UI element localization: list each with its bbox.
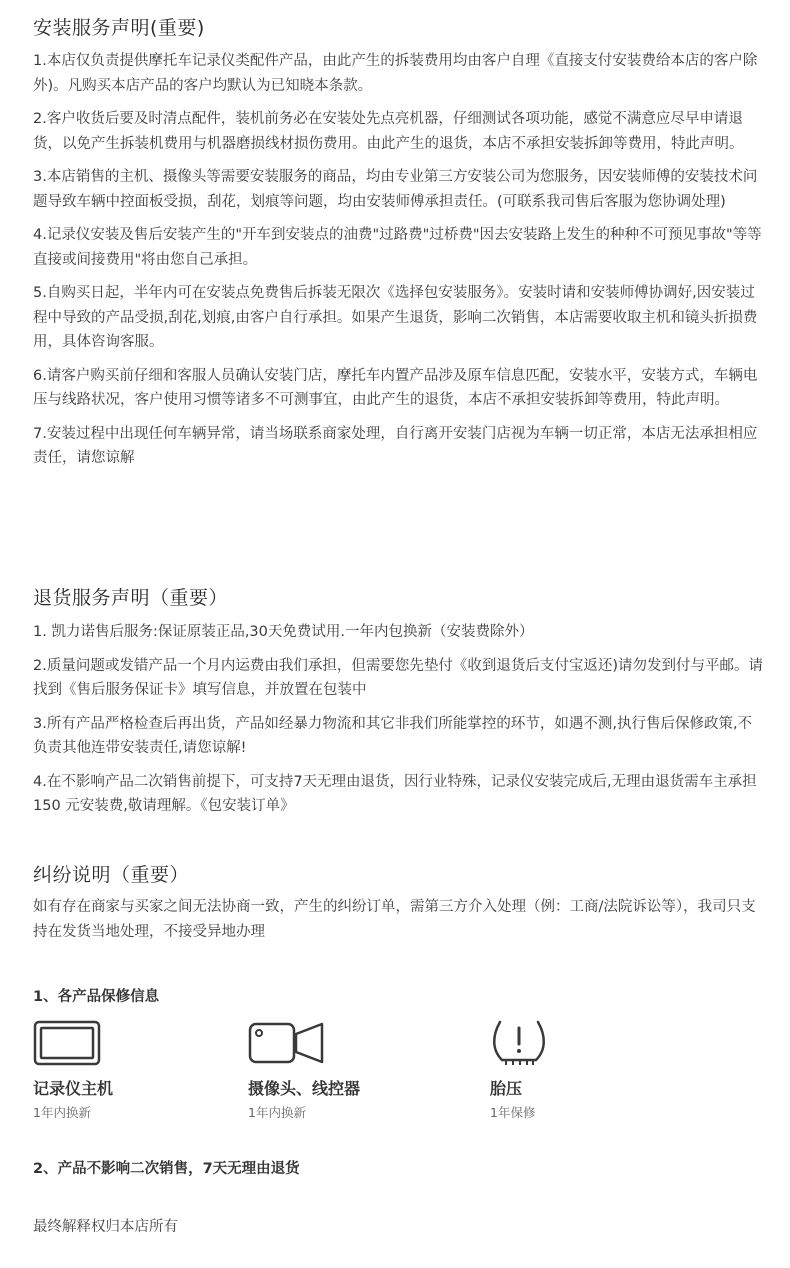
returns-term-2: 2.质量问题或发错产品一个月内运费由我们承担，但需要您先垫付《收到退货后支付宝返还)请勿发到付与平邮。请找到《售后服务保证卡》填写信息，并放置在包装中 (33, 657, 763, 698)
product-name: 记录仪主机 (33, 1079, 114, 1098)
install-term-5: 5.自购买日起，半年内可在安装点免费售后拆装无限次《选择包安装服务》。安装时请和安装师傅协调好,因安装过程中导致的产品受损,刮花,划痕,由客户自行承担。如果产生退货，影响二次销售，本店需要收取主机和镜头折损费用，具体咨询客服。 (33, 285, 758, 350)
camera-icon (248, 1018, 338, 1070)
warranty-heading: 1、各产品保修信息 (33, 989, 160, 1005)
install-term-1: 1.本店仅负责提供摩托车记录仪类配件产品，由此产生的拆装费用均由客户自理《直接支付安装费给本店的客户除外)。凡购买本店产品的客户均默认为已知晓本条款。 (33, 53, 758, 94)
install-section-title: 安装服务声明(重要) (33, 17, 205, 39)
returns-term-1: 1. 凯力诺售后服务:保证原装正品,30天免费试用.一年内包换新（安装费除外） (33, 624, 534, 640)
returns-term-4: 4.在不影响产品二次销售前提下，可支持7天无理由退货，因行业特殊，记录仪安装完成后,无理由退货需车主承担 150 元安装费,敬请理解。《包安装订单》 (33, 773, 757, 814)
product-camera (248, 1018, 360, 1121)
product-dashcam (33, 1018, 123, 1121)
install-term-4: 4.记录仪安装及售后安装产生的"开车到安装点的油费"过路费"过桥费"因去安装路上发生的种种不可预见事故"等等直接或间接费用"将由您自己承担。 (33, 227, 762, 268)
returns-terms-list (33, 620, 763, 828)
dispute-body: 如有存在商家与买家之间无法协商一致，产生的纠纷订单，需第三方介入处理（例：工商/法院诉讼等），我司只支持在发货当地处理，不接受异地办理 (33, 899, 756, 940)
return-policy-note: 2、产品不影响二次销售，7天无理由退货 (33, 1161, 300, 1177)
product-tire-pressure (490, 1018, 580, 1121)
install-term-7: 7.安装过程中出现任何车辆异常，请当场联系商家处理，自行离开安装门店视为车辆一切正常，本店无法承担相应责任，请您谅解 (33, 425, 758, 466)
returns-term-3: 3.所有产品严格检查后再出货，产品如经暴力物流和其它非我们所能掌控的环节，如遇不测,执行售后保修政策,不负责其他连带安装责任,请您谅解! (33, 715, 753, 756)
returns-section-title: 退货服务声明（重要） (33, 587, 229, 609)
install-term-6: 6.请客户购买前仔细和客服人员确认安装门店，摩托车内置产品涉及原车信息匹配，安装水平，安装方式，车辆电压与线路状况，客户使用习惯等诸多不可测事宜，由此产生的退货，本店不承担安装拆卸等费用，特此声明。 (33, 367, 758, 408)
product-warranty-term: 1年内换新 (248, 1105, 306, 1120)
product-warranty-term: 1年保修 (490, 1105, 536, 1120)
install-term-3: 3.本店销售的主机、摄像头等需要安装服务的商品，均由专业第三方安装公司为您服务，因安装师傅的安装技术问题导致车辆中控面板受损，刮花，划痕等问题，均由安装师傅承担责任。(可联系我司售后客服为您协调处理) (33, 169, 758, 210)
footer-disclaimer: 最终解释权归本店所有 (33, 1219, 178, 1235)
product-warranty-term: 1年内换新 (33, 1105, 91, 1120)
install-terms-list (33, 49, 763, 480)
dispute-section-title: 纠纷说明（重要） (33, 864, 190, 886)
tire-pressure-icon (490, 1018, 580, 1070)
dashcam-screen-icon (33, 1018, 123, 1070)
product-name: 摄像头、线控器 (248, 1079, 361, 1098)
install-term-2: 2.客户收货后要及时清点配件，装机前务必在安装处先点亮机器，仔细测试各项功能，感觉不满意应尽早申请退货，以免产生拆装机费用与机器磨损线材损伤费用。由此产生的退货，本店不承担安装拆卸等费用，特此声明。 (33, 111, 744, 152)
product-name: 胎压 (490, 1079, 523, 1098)
